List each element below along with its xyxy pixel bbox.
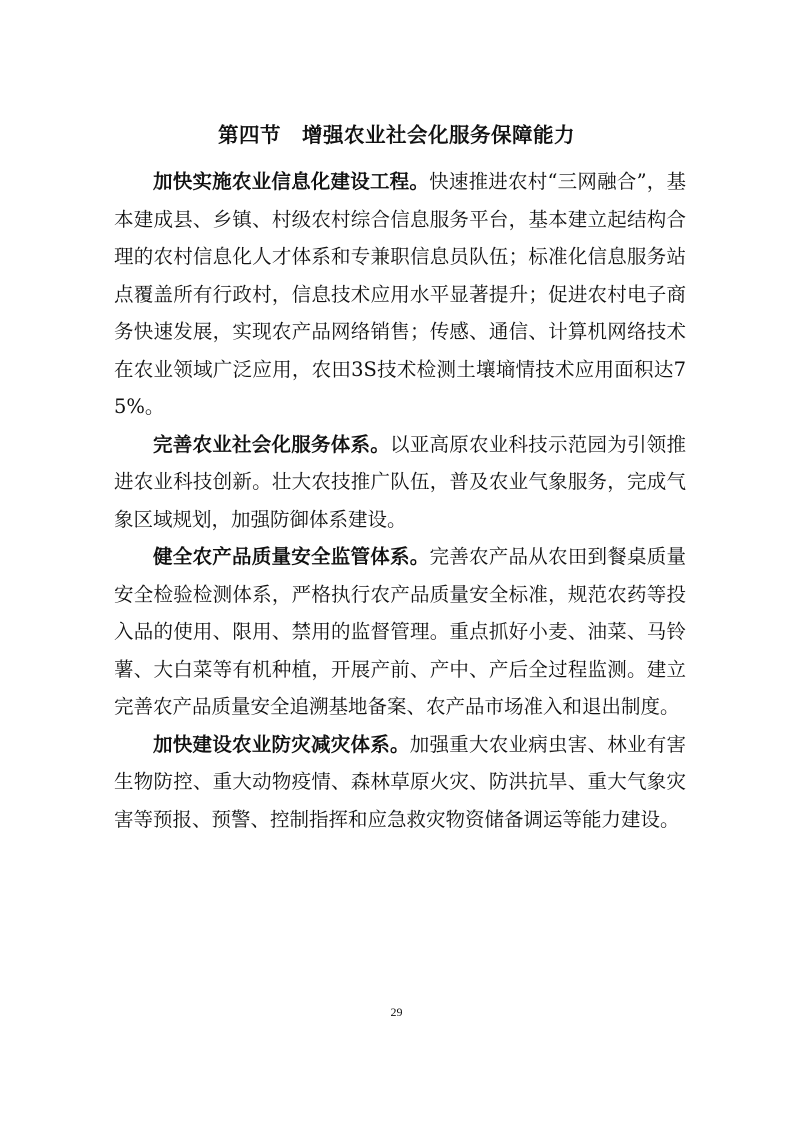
paragraph-body: 完善农产品从农田到餐桌质量安全检验检测体系，严格执行农产品质量安全标准，规范农药等投入品的使用、限用、禁用的监督管理。重点抓好小麦、油菜、马铃薯、大白菜等有机种植，开展产前、产中、产后全过程监测。建立完善农产品质量安全追溯基地备案、农产品市场准入和退出制度。 [114,545,686,718]
paragraph-body: 快速推进农村“三网融合”，基本建成县、乡镇、村级农村综合信息服务平台，基本建立起结构合理的农村信息化人才体系和专兼职信息员队伍；标准化信息服务站点覆盖所有行政村，信息技术应用水平显著提升；促进农村电子商务快速发展，实现农产品网络销售；传感、通信、计算机网络技术在农业领域广泛应用，农田3S技术检测土壤墒情技术应用面积达75%。 [114,170,686,418]
paragraph-disaster-prevention [114,726,686,839]
page-number: 29 [390,1005,403,1019]
paragraph-body: 以亚高原农业科技示范园为引领推进农业科技创新。壮大农技推广队伍，普及农业气象服务，完成气象区域规划，加强防御体系建设。 [114,432,686,531]
paragraph-body: 加强重大农业病虫害、林业有害生物防控、重大动物疫情、森林草原火灾、防洪抗旱、重大气象灾害等预报、预警、控制指挥和应急救灾物资储备调运等能力建设。 [114,732,686,831]
paragraph-quality-safety [114,538,686,726]
paragraph-lead: 完善农业社会化服务体系。 [153,432,390,456]
section-title: 第四节 增强农业社会化服务保障能力 [218,123,575,147]
paragraph-lead: 加快建设农业防灾减灾体系。 [153,732,410,756]
paragraph-informatization [114,163,686,426]
paragraph-social-services [114,426,686,539]
body-text [114,163,686,838]
paragraph-lead: 加快实施农业信息化建设工程。 [153,170,430,193]
paragraph-lead: 健全农产品质量安全监管体系。 [153,545,430,568]
